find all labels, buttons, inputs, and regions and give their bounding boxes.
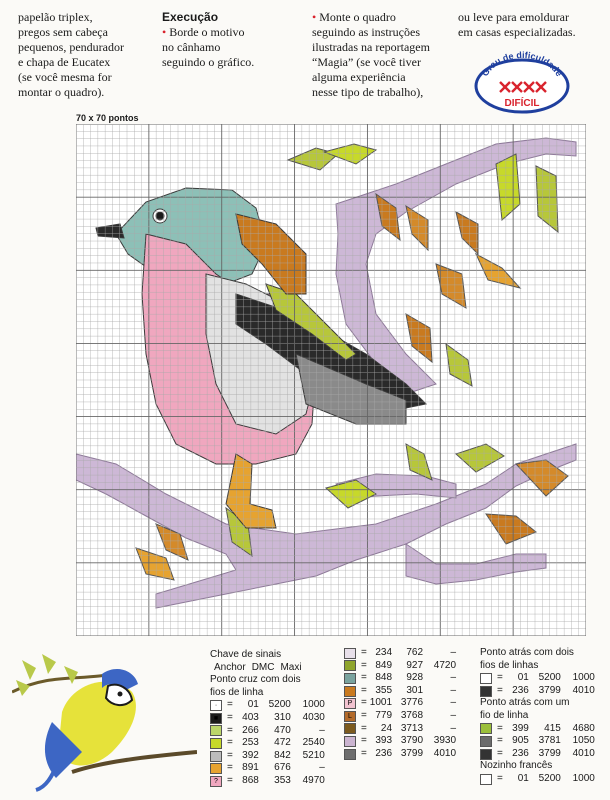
anchor-value: 236 [512, 747, 529, 759]
key-row [344, 735, 456, 748]
text-line: pequenos, pendurador [18, 40, 124, 54]
equals-sign: = [361, 647, 367, 658]
color-swatch [344, 660, 356, 671]
key-row [480, 773, 605, 786]
key-row [480, 735, 605, 748]
maxi-value: 1050 [572, 735, 595, 747]
anchor-value: 01 [247, 699, 259, 711]
maxi-value: – [450, 672, 457, 684]
maxi-value: 4010 [433, 747, 457, 759]
text-line: • Monte o quadro [312, 10, 396, 24]
dmc-value: 3776 [400, 697, 424, 709]
maxi-value: 4010 [572, 684, 595, 696]
anchor-value: 234 [375, 647, 393, 658]
maxi-value: 4720 [433, 659, 457, 671]
maxi-value: 4680 [572, 722, 595, 734]
dmc-value: 5200 [538, 772, 561, 784]
dmc-value: 3799 [538, 684, 561, 696]
key-row [344, 647, 456, 660]
assembly-text-column [312, 10, 447, 100]
anchor-value: 849 [375, 659, 393, 671]
maxi-value: 4970 [302, 774, 325, 786]
maxi-value: – [450, 722, 457, 734]
dmc-value: 676 [274, 762, 291, 774]
text-line: “Magia” (se você tiver [312, 55, 421, 69]
maxi-value: 1000 [572, 672, 595, 684]
section-heading: Ponto atrás com um [480, 697, 570, 709]
blue-tit-illustration [12, 652, 197, 792]
key-row [210, 725, 345, 738]
equals-sign: = [227, 774, 233, 786]
key-row [344, 710, 456, 723]
intro-text-column-1 [18, 10, 148, 100]
key-row [480, 685, 605, 698]
anchor-value: 266 [242, 724, 259, 736]
key-column-headers [210, 662, 345, 675]
equals-sign: = [361, 659, 367, 671]
key-row [344, 723, 456, 736]
key-row [344, 672, 456, 685]
text-line: seguindo o gráfico. [162, 55, 255, 69]
anchor-value: 01 [517, 672, 529, 684]
anchor-header: Anchor [214, 661, 246, 673]
equals-sign: = [361, 709, 367, 721]
key-row [480, 672, 605, 685]
equals-sign: = [361, 672, 367, 684]
dmc-value: 842 [274, 749, 291, 761]
anchor-value: 253 [242, 737, 259, 749]
anchor-value: 905 [512, 735, 529, 747]
equals-sign: = [497, 672, 503, 684]
key-row [344, 660, 456, 673]
color-swatch [480, 774, 492, 785]
equals-sign: = [497, 772, 503, 784]
anchor-value: 779 [375, 709, 393, 721]
text-line: papelão triplex, [18, 10, 93, 24]
maxi-value: 1000 [572, 772, 595, 784]
color-swatch [480, 686, 492, 697]
equals-sign: = [361, 747, 367, 759]
anchor-value: 1001 [369, 697, 393, 709]
anchor-value: 868 [242, 774, 259, 786]
cross-stitch-chart [76, 124, 586, 636]
text-line: no cânhamo [162, 40, 221, 54]
maxi-value: 3930 [433, 735, 457, 747]
badge-level: DIFÍCIL [504, 98, 540, 109]
color-swatch: P [344, 698, 356, 709]
equals-sign: = [361, 684, 367, 696]
equals-sign: = [361, 735, 367, 747]
color-swatch: ? [210, 776, 222, 787]
text-line: nesse tipo de trabalho), [312, 85, 424, 99]
symbol-key-column-1 [210, 649, 345, 788]
color-swatch [344, 723, 356, 734]
key-row [344, 697, 456, 710]
dmc-value: 3713 [400, 722, 424, 734]
key-row [210, 737, 345, 750]
color-swatch [210, 751, 222, 762]
color-swatch [344, 648, 356, 659]
dmc-value: 928 [406, 672, 424, 684]
key-title: Chave de sinais [210, 649, 282, 660]
key-row [210, 699, 345, 712]
execution-text-column [162, 10, 292, 70]
dmc-value: 5200 [268, 699, 291, 711]
anchor-value: 399 [512, 722, 529, 734]
text-line: • Borde o motivo [162, 25, 245, 39]
bullet-icon: • [162, 25, 167, 39]
text-line: ilustradas na reportagem [312, 40, 430, 54]
execution-heading: Execução [162, 10, 219, 24]
equals-sign: = [361, 697, 367, 709]
anchor-value: 891 [242, 762, 259, 774]
anchor-value: 403 [242, 711, 259, 723]
color-swatch [344, 686, 356, 697]
equals-sign: = [497, 722, 503, 734]
color-swatch: · [210, 700, 222, 711]
maxi-value: – [450, 697, 457, 709]
dmc-value: 470 [274, 724, 291, 736]
dmc-value: 762 [406, 647, 424, 658]
text-line: pregos sem cabeça [18, 25, 108, 39]
key-row [210, 775, 345, 788]
equals-sign: = [227, 737, 233, 749]
anchor-value: 236 [512, 684, 529, 696]
color-swatch [480, 749, 492, 760]
dmc-value: 927 [406, 659, 424, 671]
dmc-value: 415 [544, 722, 561, 734]
dmc-value: 310 [274, 711, 291, 723]
color-swatch: L [344, 711, 356, 722]
dmc-value: 3781 [538, 735, 561, 747]
text-line: e chapa de Eucatex [18, 55, 111, 69]
color-swatch [480, 723, 492, 734]
dmc-value: 301 [406, 684, 424, 696]
equals-sign: = [497, 747, 503, 759]
anchor-value: 355 [375, 684, 393, 696]
key-row [210, 712, 345, 725]
anchor-value: 236 [375, 747, 393, 759]
section-heading: fios de linha [210, 686, 264, 698]
text-line: montar o quadro). [18, 85, 105, 99]
symbol-key-column-2 [344, 647, 456, 760]
maxi-value: 1000 [302, 699, 325, 711]
equals-sign: = [227, 711, 233, 723]
maxi-value: – [450, 709, 457, 721]
maxi-value: 4010 [572, 747, 595, 759]
color-swatch [210, 725, 222, 736]
dmc-value: 3790 [400, 735, 424, 747]
maxi-value: – [450, 647, 457, 658]
badge-arc-text: Grau de dificuldade [479, 49, 565, 79]
equals-sign: = [227, 749, 233, 761]
color-swatch [480, 673, 492, 684]
dmc-value: 5200 [538, 672, 561, 684]
grid-size-label: 70 x 70 pontos [76, 113, 139, 123]
dmc-value: 3799 [538, 747, 561, 759]
section-heading: fios de linhas [480, 659, 539, 671]
key-row [480, 723, 605, 736]
text-line: em casas especializadas. [458, 25, 576, 39]
equals-sign: = [361, 722, 367, 734]
color-swatch [210, 763, 222, 774]
color-swatch: ■ [210, 713, 222, 724]
anchor-value: 01 [517, 772, 529, 784]
key-row [210, 762, 345, 775]
key-row [344, 748, 456, 761]
maxi-value: – [319, 762, 325, 774]
equals-sign: = [227, 762, 233, 774]
maxi-value: 4030 [302, 711, 325, 723]
color-swatch [344, 673, 356, 684]
symbol-key-column-3 [480, 647, 605, 786]
section-heading: Ponto cruz com dois [210, 674, 301, 686]
dmc-value: 3799 [400, 747, 424, 759]
anchor-value: 848 [375, 672, 393, 684]
section-heading: Nozinho francês [480, 760, 553, 772]
maxi-header: Maxi [280, 661, 302, 673]
text-line: alguma experiência [312, 70, 406, 84]
color-swatch [344, 736, 356, 747]
text-line: seguindo as instruções [312, 25, 420, 39]
key-row [344, 685, 456, 698]
equals-sign: = [497, 684, 503, 696]
color-swatch [480, 736, 492, 747]
color-swatch [210, 738, 222, 749]
maxi-value: – [319, 724, 325, 736]
maxi-value: 5210 [302, 749, 325, 761]
text-line: (se você mesma for [18, 70, 112, 84]
anchor-value: 392 [242, 749, 259, 761]
maxi-value: – [450, 684, 457, 696]
dmc-value: 3768 [400, 709, 424, 721]
bullet-icon: • [312, 10, 317, 24]
dmc-value: 353 [274, 774, 291, 786]
key-row [480, 748, 605, 761]
dmc-header: DMC [251, 661, 275, 673]
equals-sign: = [227, 724, 233, 736]
section-heading: Ponto atrás com dois [480, 647, 574, 658]
equals-sign: = [497, 735, 503, 747]
equals-sign: = [227, 699, 233, 711]
difficulty-badge [470, 48, 574, 114]
text-line: ou leve para emoldurar [458, 10, 569, 24]
color-swatch [344, 749, 356, 760]
anchor-value: 24 [380, 722, 393, 734]
section-heading: fio de linha [480, 709, 529, 721]
dmc-value: 472 [274, 737, 291, 749]
key-row [210, 750, 345, 763]
anchor-value: 393 [375, 735, 393, 747]
framing-text-column [458, 10, 598, 40]
maxi-value: 2540 [302, 737, 325, 749]
